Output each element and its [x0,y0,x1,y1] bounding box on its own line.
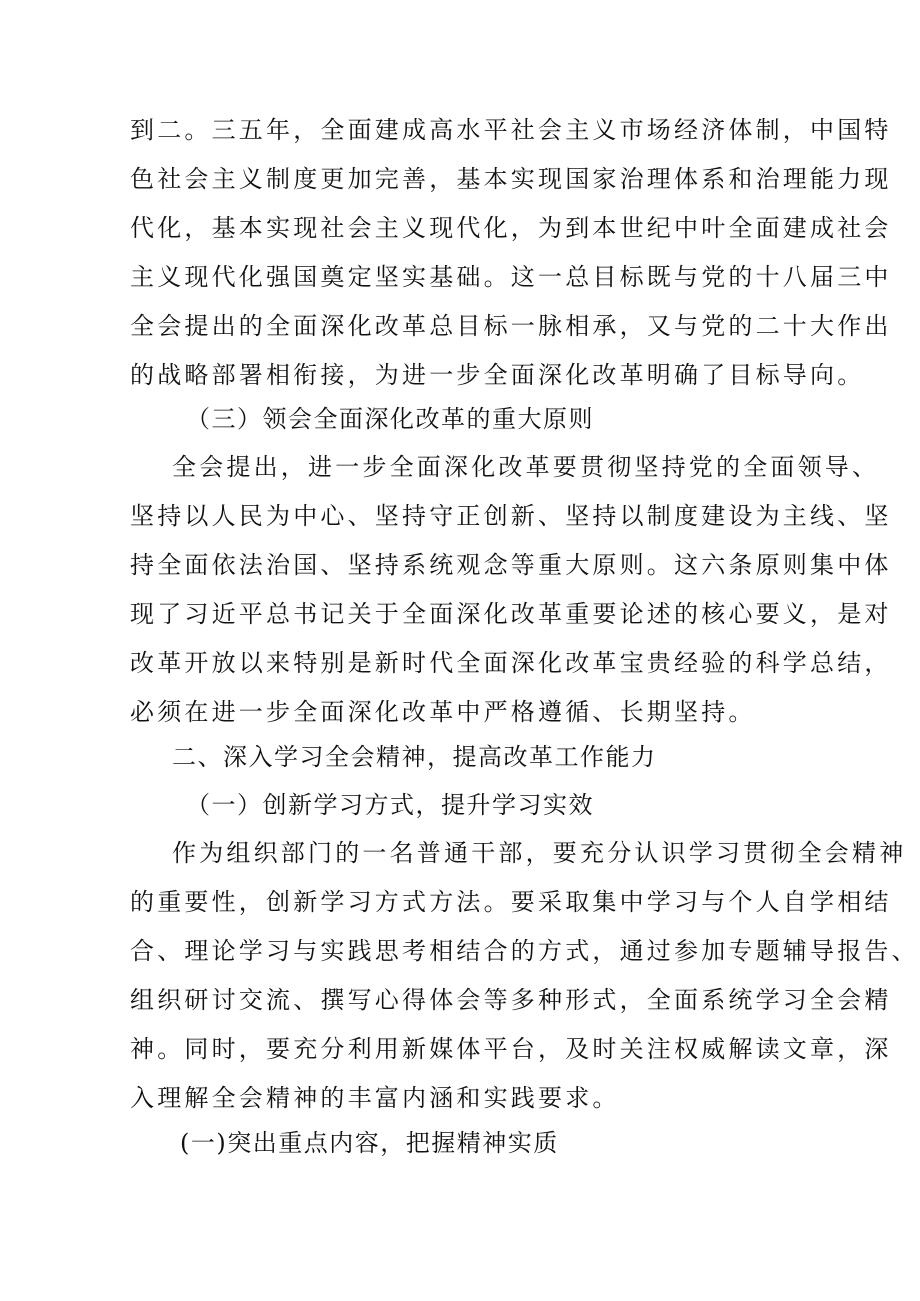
paragraph-line: 代化，基本实现社会主义现代化，为到本世纪中叶全面建成社会 [130,214,892,242]
paragraph-line: 全会提出的全面深化改革总目标一脉相承，又与党的二十大作出 [130,312,892,340]
section-heading: （三）领会全面深化改革的重大原则 [186,405,594,433]
paragraph-line: 的战略部署相衔接，为进一步全面深化改革明确了目标导向。 [130,361,865,389]
paragraph-line: 色社会主义制度更加完善，基本实现国家治理体系和治理能力现 [130,165,892,193]
chapter-heading: 二、深入学习全会精神，提高改革工作能力 [172,743,657,771]
section-heading: (一)突出重点内容，把握精神实质 [180,1129,559,1157]
paragraph-line: 入理解全会精神的丰富内涵和实践要求。 [130,1084,620,1112]
paragraph-line: 神。同时，要充分利用新媒体平台，及时关注权威解读文章，深 [130,1035,892,1063]
paragraph-line: 改革开放以来特别是新时代全面深化改革宝贵经验的科学总结， [130,649,892,677]
section-heading: （一）创新学习方式，提升学习实效 [186,791,594,819]
paragraph-line: 现了习近平总书记关于全面深化改革重要论述的核心要义，是对 [130,600,892,628]
paragraph-line: 到二。三五年，全面建成高水平社会主义市场经济体制，中国特 [130,116,892,144]
paragraph-line: 必须在进一步全面深化改革中严格遵循、长期坚持。 [130,698,756,726]
paragraph-line: 组织研讨交流、撰写心得体会等多种形式，全面系统学习全会精 [130,986,892,1014]
paragraph-line: 持全面依法治国、坚持系统观念等重大原则。这六条原则集中体 [130,551,892,579]
paragraph-line: 作为组织部门的一名普通干部，要充分认识学习贯彻全会精神 [172,839,907,867]
paragraph-line: 坚持以人民为中心、坚持守正创新、坚持以制度建设为主线、坚 [130,502,892,530]
paragraph-line: 全会提出，进一步全面深化改革要贯彻坚持党的全面领导、 [172,453,880,481]
paragraph-line: 的重要性，创新学习方式方法。要采取集中学习与个人自学相结 [130,888,892,916]
paragraph-line: 主义现代化强国奠定坚实基础。这一总目标既与党的十八届三中 [130,263,892,291]
paragraph-line: 合、理论学习与实践思考相结合的方式，通过参加专题辅导报告、 [130,937,919,965]
